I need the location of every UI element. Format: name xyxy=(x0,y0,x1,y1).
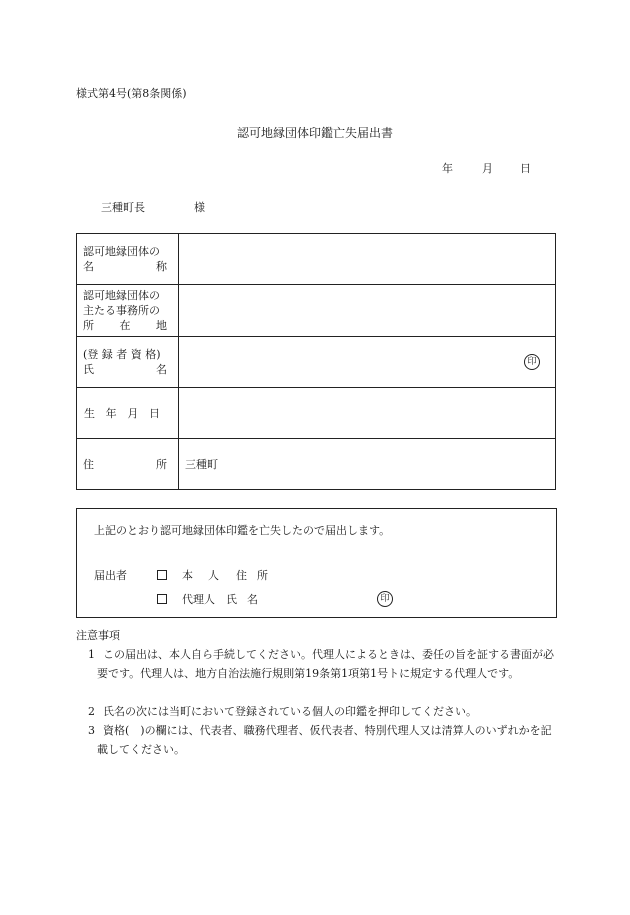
office-address-field[interactable] xyxy=(179,285,556,337)
checkbox-agent[interactable] xyxy=(157,594,167,604)
table-row-address xyxy=(77,439,556,490)
table-row-office-address xyxy=(77,285,556,337)
date-month: 月 xyxy=(482,162,493,175)
note-item: 2 氏名の次には当町において登録されている個人の印鑑を押印してください。 xyxy=(88,705,477,718)
table-row-registrant xyxy=(77,337,556,388)
label-group-name: 認可地縁団体の 名 称 xyxy=(77,234,179,285)
option-agent: 代理人 氏 名 xyxy=(157,591,258,607)
addressee-name: 三種町長 xyxy=(101,201,145,214)
table-row-birthdate xyxy=(77,388,556,439)
declaration-box xyxy=(76,508,557,618)
note-item: 3 資格( )の欄には、代表者、職務代理者、仮代表者、特別代理人又は清算人のいずれかを記載してください。 xyxy=(88,724,552,756)
label-birthdate: 生 年 月 日 xyxy=(77,388,179,439)
addressee xyxy=(101,199,205,215)
registrant-name-field[interactable] xyxy=(179,337,556,388)
date-day: 日 xyxy=(520,162,531,175)
notes-title: 注意事項 xyxy=(76,629,120,642)
date-year: 年 xyxy=(442,162,453,175)
option-self: 本 人 住 所 xyxy=(157,567,268,583)
note-item: 1 この届出は、本人自ら手続してください。代理人によるときは、委任の旨を証する書面が必要です。代理人は、地方自治法施行規則第19条第1項第1号トに規定する代理人です。 xyxy=(88,648,554,680)
declaration-text: 上記のとおり認可地縁団体印鑑を亡失したので届出します。 xyxy=(94,524,391,537)
info-table xyxy=(76,233,556,490)
seal-mark-icon: 印 xyxy=(377,591,393,607)
form-number: 様式第4号(第8条関係) xyxy=(76,87,187,100)
label-address: 住 所 xyxy=(77,439,179,490)
applicant-label: 届出者 xyxy=(94,569,127,582)
address-field[interactable]: 三種町 xyxy=(179,439,556,490)
seal-mark-icon: 印 xyxy=(524,354,540,370)
date-line xyxy=(442,160,531,176)
table-row-group-name xyxy=(77,234,556,285)
label-registrant: (登 録 者 資 格) 氏 名 xyxy=(77,337,179,388)
addressee-honorific: 様 xyxy=(194,201,205,214)
page-title: 認可地縁団体印鑑亡失届出書 xyxy=(236,126,393,140)
label-office-address: 認可地縁団体の 主たる事務所の 所 在 地 xyxy=(77,285,179,337)
group-name-field[interactable] xyxy=(179,234,556,285)
checkbox-self[interactable] xyxy=(157,570,167,580)
birthdate-field[interactable] xyxy=(179,388,556,439)
